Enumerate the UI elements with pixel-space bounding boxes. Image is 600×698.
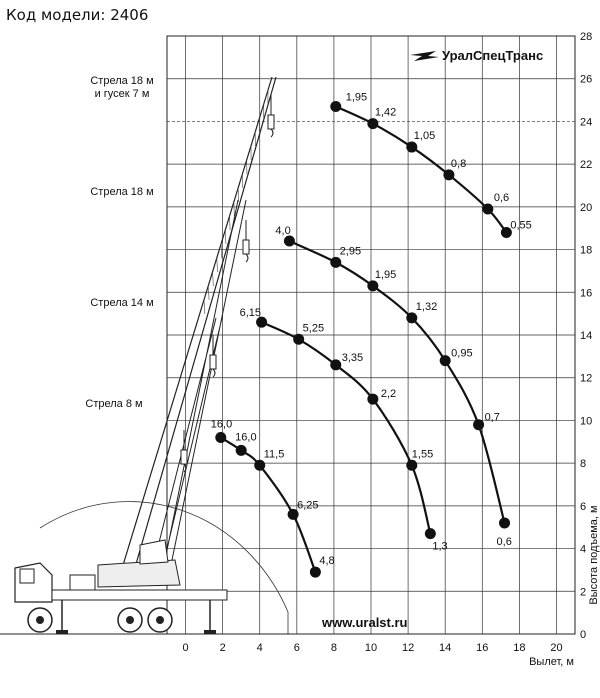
hook-block — [181, 450, 187, 464]
load-value-label: 11,5 — [263, 448, 285, 461]
hook-icon — [213, 369, 215, 377]
y-tick-label: 2 — [580, 586, 587, 599]
y-tick-label: 28 — [580, 31, 593, 43]
load-value-label: 0,7 — [484, 411, 500, 424]
boom-lattice — [213, 272, 214, 286]
load-value-label: 1,32 — [415, 300, 438, 313]
y-tick-label: 6 — [580, 500, 587, 513]
load-value-label: 2,2 — [380, 388, 397, 401]
hook-block — [268, 115, 274, 129]
load-point — [367, 394, 378, 405]
boom-lattice — [208, 286, 209, 300]
model-code-text: Код модели: 2406 — [6, 6, 149, 24]
x-tick-label: 2 — [219, 642, 226, 654]
load-point — [499, 517, 510, 528]
load-point — [425, 528, 436, 539]
y-tick-label: 26 — [580, 73, 593, 86]
load-point — [406, 460, 417, 471]
load-value-label: 6,25 — [297, 499, 319, 512]
website-text: www.uralst.ru — [322, 615, 408, 630]
y-tick-label: 8 — [580, 458, 587, 471]
load-value-label: 6,15 — [239, 307, 262, 320]
boom-label-18-jib-line1: Стрела 18 м — [90, 75, 154, 87]
x-tick-label: 8 — [330, 642, 337, 654]
load-point — [443, 169, 454, 180]
load-value-label: 4,0 — [275, 225, 291, 238]
boom-lattice — [221, 244, 222, 258]
hook-icon — [246, 254, 248, 262]
load-point — [473, 419, 484, 430]
outrigger-pad — [204, 630, 216, 634]
y-tick-label: 10 — [580, 415, 593, 428]
hook-block — [210, 355, 216, 369]
load-point — [367, 280, 378, 291]
load-point — [215, 432, 226, 443]
load-value-label: 0,8 — [450, 157, 467, 170]
boom-labels — [85, 75, 153, 410]
load-point — [236, 445, 247, 456]
truck-wheel-hub — [156, 616, 164, 624]
load-point — [330, 101, 341, 112]
crane-boom — [120, 77, 276, 578]
load-value-label: 1,42 — [374, 106, 397, 119]
outrigger-pad — [56, 630, 68, 634]
load-value-label: 1,95 — [345, 91, 368, 104]
y-tick-label: 16 — [580, 287, 593, 300]
load-value-label: 16,0 — [210, 418, 233, 431]
load-value-label: 1,55 — [411, 448, 434, 461]
load-curve-line — [289, 241, 504, 523]
x-tick-label: 10 — [364, 642, 378, 654]
load-point — [440, 355, 451, 366]
y-tick-label: 14 — [580, 330, 593, 342]
x-tick-label: 4 — [256, 642, 263, 654]
crane-operator-cab — [140, 540, 168, 564]
truck-wheel-hub — [36, 616, 44, 624]
y-tick-label: 12 — [580, 372, 593, 385]
truck-wheel-hub — [126, 616, 134, 624]
x-tick-label: 20 — [550, 642, 563, 654]
load-point — [254, 460, 265, 471]
load-value-label: 1,95 — [374, 268, 397, 281]
load-point — [406, 142, 417, 153]
x-tick-label: 16 — [476, 642, 489, 654]
load-point — [330, 359, 341, 370]
load-point — [310, 567, 321, 578]
boom-label-14: Стрела 14 м — [90, 297, 154, 309]
x-axis-title: Вылет, м — [529, 656, 574, 668]
crane-boom-section — [150, 200, 246, 578]
y-tick-label: 0 — [580, 629, 587, 641]
brand-name: УралСпецТранс — [442, 48, 544, 63]
load-point — [293, 334, 304, 345]
load-value-label: 0,55 — [510, 219, 532, 232]
load-value-label: 0,95 — [451, 347, 473, 360]
x-tick-label: 0 — [182, 642, 189, 654]
y-tick-label: 24 — [580, 116, 593, 129]
truck-chassis — [52, 590, 227, 600]
boom-lattice — [204, 300, 205, 314]
crane-illustration — [0, 77, 276, 634]
load-point — [482, 203, 493, 214]
truck-cab-window — [20, 569, 34, 583]
brand-logo — [410, 48, 543, 63]
load-value-label: 16,0 — [235, 431, 257, 444]
axis-ticks — [182, 31, 592, 654]
hook-block — [243, 240, 249, 254]
load-value-label: 1,05 — [413, 130, 436, 143]
x-tick-label: 14 — [439, 642, 452, 654]
x-tick-label: 18 — [513, 642, 526, 654]
y-tick-label: 20 — [580, 201, 593, 214]
load-point — [330, 257, 341, 268]
boom-label-18-jib-line2: и гусек 7 м — [94, 88, 150, 100]
load-point — [367, 118, 378, 129]
brand-logo-icon — [410, 51, 439, 61]
y-tick-label: 4 — [580, 543, 587, 556]
crane-cabin-body — [98, 560, 180, 587]
load-value-label: 3,35 — [341, 351, 364, 364]
boom-label-8: Стрела 8 м — [85, 398, 143, 410]
y-tick-label: 22 — [580, 159, 593, 172]
load-point — [406, 312, 417, 323]
load-value-label: 1,3 — [432, 540, 448, 553]
boom-lattice — [225, 230, 226, 244]
load-value-label: 0,6 — [493, 191, 510, 204]
load-value-label: 4,8 — [319, 555, 335, 568]
load-value-label: 2,95 — [339, 245, 362, 258]
truck-body-box — [70, 575, 95, 590]
x-tick-label: 12 — [401, 642, 415, 654]
boom-lattice — [217, 258, 218, 272]
y-tick-label: 18 — [580, 244, 593, 257]
load-point — [284, 236, 295, 247]
x-tick-label: 6 — [293, 642, 300, 654]
boom-label-18: Стрела 18 м — [90, 186, 154, 198]
load-value-label: 0,6 — [496, 535, 512, 548]
hook-icon — [271, 129, 273, 137]
y-axis-title: Высота подъема, м — [588, 505, 600, 605]
load-value-label: 5,25 — [302, 322, 325, 335]
load-curve-line — [336, 106, 510, 232]
